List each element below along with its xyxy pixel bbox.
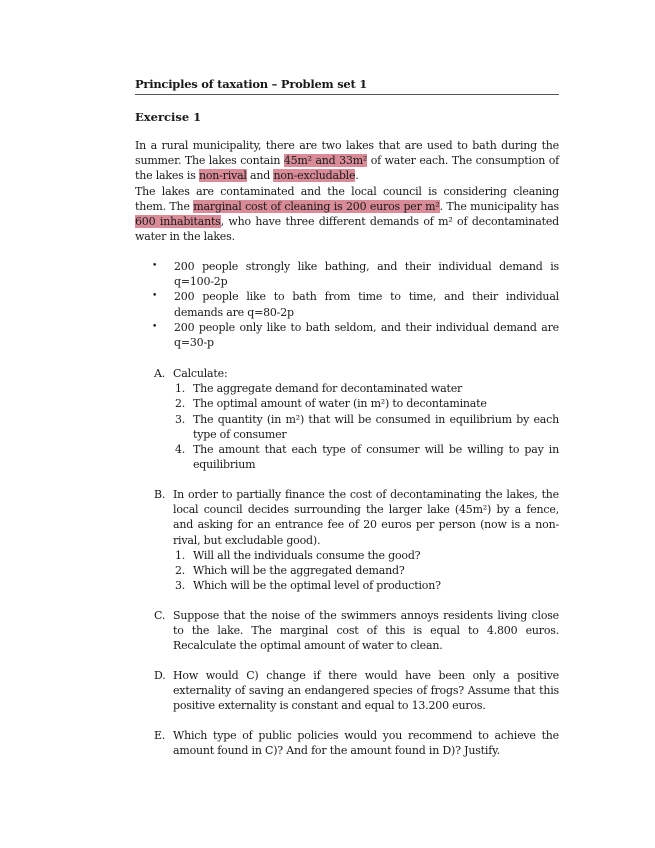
section-letter: E. [154, 729, 166, 742]
bullet-icon: • [152, 321, 158, 332]
list-item [173, 578, 559, 593]
highlight-inhabitants: 600 inhabitants [135, 215, 221, 229]
sub-question-list [173, 548, 559, 594]
section-letter: B. [154, 488, 166, 501]
highlight-non-rival: non-rival [198, 169, 247, 183]
exercise-heading: Exercise 1 [135, 110, 202, 124]
bullet-icon: • [152, 261, 158, 271]
section-b [135, 487, 559, 593]
bullet-text: 200 people only like to bath seldom, and their individual demand are q=30-p [174, 320, 559, 350]
highlight-lake-sizes: 45m² and 33m² [283, 154, 368, 168]
item-text: Which will be the optimal level of production? [193, 579, 441, 593]
item-text: Will all the individuals consume the good? [193, 548, 421, 562]
list-item [150, 289, 559, 319]
intro-paragraph-2 [135, 184, 559, 245]
intro-paragraph-1 [135, 138, 559, 184]
section-text: Suppose that the noise of the swimmers annoys residents living close to the lake. The marginal cost of this is equal to 4.800 euros. Recalculate the optimal amount of water to clean. [173, 609, 559, 653]
intro-p2-text-a: The lakes are contaminated and the local council is considering cleaning them. The [135, 184, 559, 213]
item-number: 1. [175, 548, 186, 562]
item-text: The optimal amount of water (in m²) to decontaminate [193, 397, 487, 411]
intro-p1-text-a: In a rural municipality, there are two lakes that are used to bath during the summer. The lakes contain [135, 139, 559, 168]
intro-p2-text-b: . The municipality has [439, 199, 559, 213]
highlight-marginal-cost: marginal cost of cleaning is 200 euros per m² [193, 199, 440, 213]
highlight-non-excludable: non-excludable [273, 169, 356, 183]
section-text: Calculate: [173, 367, 228, 380]
section-letter: D. [154, 669, 166, 682]
list-item [150, 259, 559, 289]
item-number: 4. [175, 443, 186, 457]
item-number: 2. [175, 564, 186, 578]
section-a [135, 366, 559, 472]
list-item [150, 320, 559, 350]
intro-text [135, 138, 559, 244]
item-number: 3. [175, 412, 186, 426]
item-number: 2. [175, 397, 186, 411]
section-e [135, 728, 559, 758]
item-text: The quantity (in m²) that will be consumed in equilibrium by each type of consumer [193, 412, 559, 441]
intro-p1-text-b: of water each. The consumption of the lakes is [135, 154, 559, 183]
sub-question-list [173, 381, 559, 472]
intro-p1-text-d: . [355, 169, 359, 183]
demand-bullet-list [150, 259, 559, 350]
page-title: Principles of taxation – Problem set 1 [135, 77, 368, 91]
item-text: The aggregate demand for decontaminated water [193, 382, 463, 396]
section-text: How would C) change if there would have been only a positive externality of saving an endangered species of frogs? Assume that this positive externality is constant and equal to 13.200 euros. [173, 669, 559, 713]
list-item [173, 381, 559, 396]
section-text: Which type of public policies would you recommend to achieve the amount found in C)? And for the amount found in D)? Justify. [173, 729, 559, 758]
bullet-text: 200 people like to bath from time to time, and their individual demands are q=80-2p [174, 290, 559, 319]
bullet-icon: • [152, 291, 158, 302]
bullet-text: 200 people strongly like bathing, and their individual demand is q=100-2p [174, 260, 559, 289]
list-item [173, 548, 559, 563]
section-d [135, 668, 559, 714]
section-letter: A. [154, 367, 166, 380]
list-item [173, 396, 559, 411]
section-text: In order to partially finance the cost of decontaminating the lakes, the local council decides surrounding the larger lake (45m²) by a fence, and asking for an entrance fee of 20 euros per person (now is a non-rival, but excludable good). [173, 488, 559, 547]
section-c [135, 608, 559, 654]
list-item [173, 442, 559, 472]
section-letter: C. [154, 609, 166, 622]
item-number: 3. [175, 579, 186, 593]
list-item [173, 412, 559, 442]
title-block [135, 77, 559, 95]
item-text: The amount that each type of consumer will be willing to pay in equilibrium [193, 443, 559, 472]
list-item [173, 563, 559, 578]
item-text: Which will be the aggregated demand? [193, 564, 405, 578]
intro-p2-text-c: , who have three different demands of m² of decontaminated water in the lakes. [135, 215, 559, 244]
item-number: 1. [175, 382, 186, 396]
intro-p1-text-c: and [246, 169, 274, 183]
